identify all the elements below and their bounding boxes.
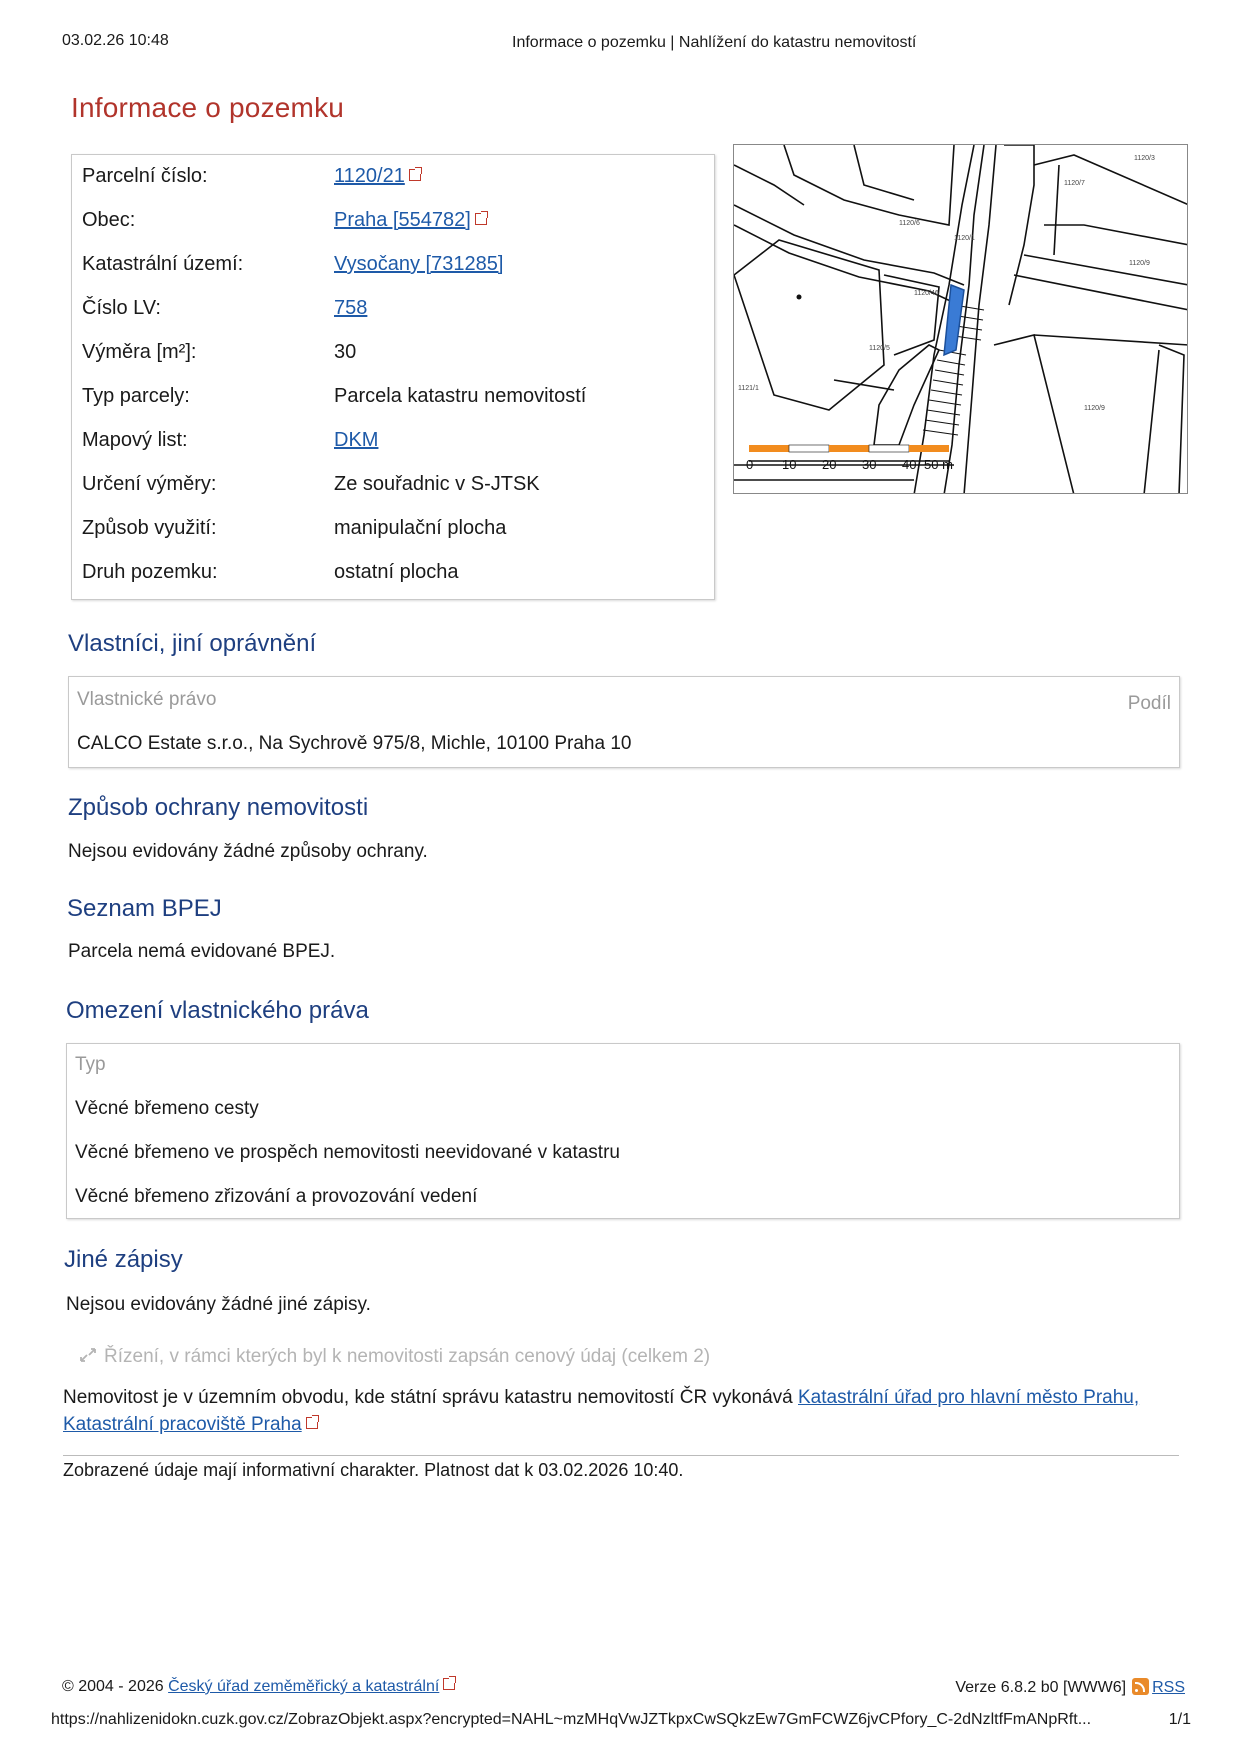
- parcel-number-row: [72, 155, 714, 199]
- bpej-section-title: Seznam BPEJ: [67, 895, 222, 922]
- other-records-text: Nejsou evidovány žádné jiné zápisy.: [66, 1294, 371, 1315]
- cadastral-map-drawing: [734, 145, 1188, 494]
- parcel-number-label: Parcelní číslo:: [82, 165, 208, 187]
- print-header: [62, 32, 1179, 56]
- external-link-icon: [306, 1415, 319, 1428]
- footer-version: [955, 1678, 1185, 1697]
- cadastral-area-row: [72, 243, 714, 287]
- protection-section-title: Způsob ochrany nemovitosti: [68, 794, 369, 821]
- parcel-number-link[interactable]: 1120/21: [334, 165, 422, 188]
- scale-label-0: 0: [746, 457, 754, 472]
- lv-number-row: [72, 287, 714, 331]
- print-datetime: 03.02.26 10:48: [62, 32, 169, 49]
- page-count: 1/1: [1168, 1711, 1191, 1728]
- restrictions-table: [66, 1043, 1180, 1219]
- restriction-item: Věcné břemeno cesty: [75, 1098, 259, 1119]
- expand-arrows-icon: [78, 1347, 98, 1363]
- area-row: [72, 331, 714, 375]
- svg-text:1120/6: 1120/6: [899, 220, 920, 227]
- scale-label-50: 50 m: [924, 457, 953, 472]
- scale-label-30: 30: [862, 457, 877, 472]
- area-determination-label: Určení výměry:: [82, 473, 217, 495]
- area-label: Výměra [m²]:: [82, 341, 197, 363]
- restriction-item: Věcné břemeno ve prospěch nemovitosti neevidované v katastru: [75, 1142, 620, 1163]
- print-url: https://nahlizenidokn.cuzk.gov.cz/ZobrazObjekt.aspx?encrypted=NAHL~mzMHqVwJZTkpxCwSQkzEw7GmFCWZ6jvCPfory_C-2dNzltfFmANpRft...: [51, 1711, 1092, 1728]
- svg-text:1120/9: 1120/9: [1084, 405, 1105, 412]
- cadastral-area-label: Katastrální území:: [82, 253, 244, 275]
- parcel-type-value: Parcela katastru nemovitostí: [334, 385, 587, 407]
- svg-text:1120/1: 1120/1: [954, 235, 975, 242]
- bpej-text: Parcela nemá evidované BPEJ.: [68, 941, 336, 962]
- protection-text: Nejsou evidovány žádné způsoby ochrany.: [68, 841, 428, 862]
- map-sheet-row: [72, 419, 714, 463]
- usage-value: manipulační plocha: [334, 517, 507, 539]
- external-link-icon: [443, 1676, 456, 1689]
- svg-text:1120/3: 1120/3: [1134, 155, 1155, 162]
- cadastral-office-note: [63, 1384, 1183, 1438]
- usage-label: Způsob využití:: [82, 517, 217, 539]
- parcel-info-table: [71, 154, 715, 600]
- rss-link[interactable]: RSS: [1152, 1679, 1185, 1696]
- cadastral-area-link[interactable]: Vysočany [731285]: [334, 253, 504, 275]
- parcel-type-row: [72, 375, 714, 419]
- lv-number-link[interactable]: 758: [334, 297, 368, 319]
- external-link-icon: [475, 211, 488, 224]
- restrictions-col-type: Typ: [75, 1054, 106, 1075]
- price-proceedings-toggle[interactable]: [78, 1346, 710, 1368]
- cadastral-office-link[interactable]: Katastrální úřad pro hlavní město Prahu, Katastrální pracoviště Praha: [63, 1387, 1140, 1435]
- owners-col-right-type: Vlastnické právo: [77, 689, 217, 710]
- price-proceedings-label: Řízení, v rámci kterých byl k nemovitosti zapsán cenový údaj (celkem 2): [104, 1346, 711, 1367]
- scale-label-40: 40: [902, 457, 917, 472]
- area-value: 30: [334, 341, 357, 363]
- svg-text:1121/1: 1121/1: [738, 385, 759, 392]
- restriction-item: Věcné břemeno zřizování a provozování vedení: [75, 1186, 478, 1207]
- svg-text:1120/46: 1120/46: [914, 290, 939, 297]
- scale-label-20: 20: [822, 457, 837, 472]
- map-sheet-link[interactable]: DKM: [334, 429, 379, 451]
- svg-text:1120/5: 1120/5: [869, 345, 890, 352]
- land-type-row: [72, 551, 714, 595]
- other-records-section-title: Jiné zápisy: [64, 1246, 183, 1273]
- svg-text:1120/7: 1120/7: [1064, 180, 1085, 187]
- land-type-value: ostatní plocha: [334, 561, 459, 583]
- area-determination-row: [72, 463, 714, 507]
- print-document-title: Informace o pozemku | Nahlížení do katastru nemovitostí: [512, 34, 917, 51]
- map-sheet-label: Mapový list:: [82, 429, 188, 451]
- usage-row: [72, 507, 714, 551]
- owners-section-title: Vlastníci, jiní oprávnění: [68, 630, 317, 657]
- data-validity-note: Zobrazené údaje mají informativní charakter. Platnost dat k 03.02.2026 10:40.: [63, 1460, 684, 1480]
- version-text: Verze 6.8.2 b0 [WWW6]: [955, 1679, 1127, 1696]
- restrictions-section-title: Omezení vlastnického práva: [66, 997, 369, 1024]
- owners-col-share: Podíl: [1127, 693, 1171, 714]
- municipality-row: [72, 199, 714, 243]
- page-title: Informace o pozemku: [71, 92, 345, 123]
- lv-number-label: Číslo LV:: [82, 297, 161, 319]
- footer-copyright: © 2004 - 2026 Český úřad zeměměřický a katastrální: [62, 1676, 456, 1696]
- cadastral-office-text: Nemovitost je v územním obvodu, kde státní správu katastru nemovitostí ČR vykonává: [63, 1387, 798, 1408]
- municipality-label: Obec:: [82, 209, 136, 231]
- external-link-icon: [409, 167, 422, 180]
- area-determination-value: Ze souřadnic v S-JTSK: [334, 473, 540, 495]
- scale-label-10: 10: [782, 457, 797, 472]
- owners-table: [68, 676, 1180, 768]
- parcel-type-label: Typ parcely:: [82, 385, 190, 407]
- map-scale-bar: [746, 445, 953, 472]
- svg-text:1120/9: 1120/9: [1129, 260, 1150, 267]
- cadastral-map[interactable]: [733, 144, 1188, 494]
- cuzk-link[interactable]: Český úřad zeměměřický a katastrální: [168, 1678, 456, 1695]
- municipality-link[interactable]: Praha [554782]: [334, 209, 488, 232]
- divider: [63, 1455, 1179, 1456]
- owner-entry: CALCO Estate s.r.o., Na Sychrově 975/8, Michle, 10100 Praha 10: [77, 733, 632, 754]
- land-type-label: Druh pozemku:: [82, 561, 218, 583]
- rss-icon[interactable]: [1132, 1678, 1149, 1695]
